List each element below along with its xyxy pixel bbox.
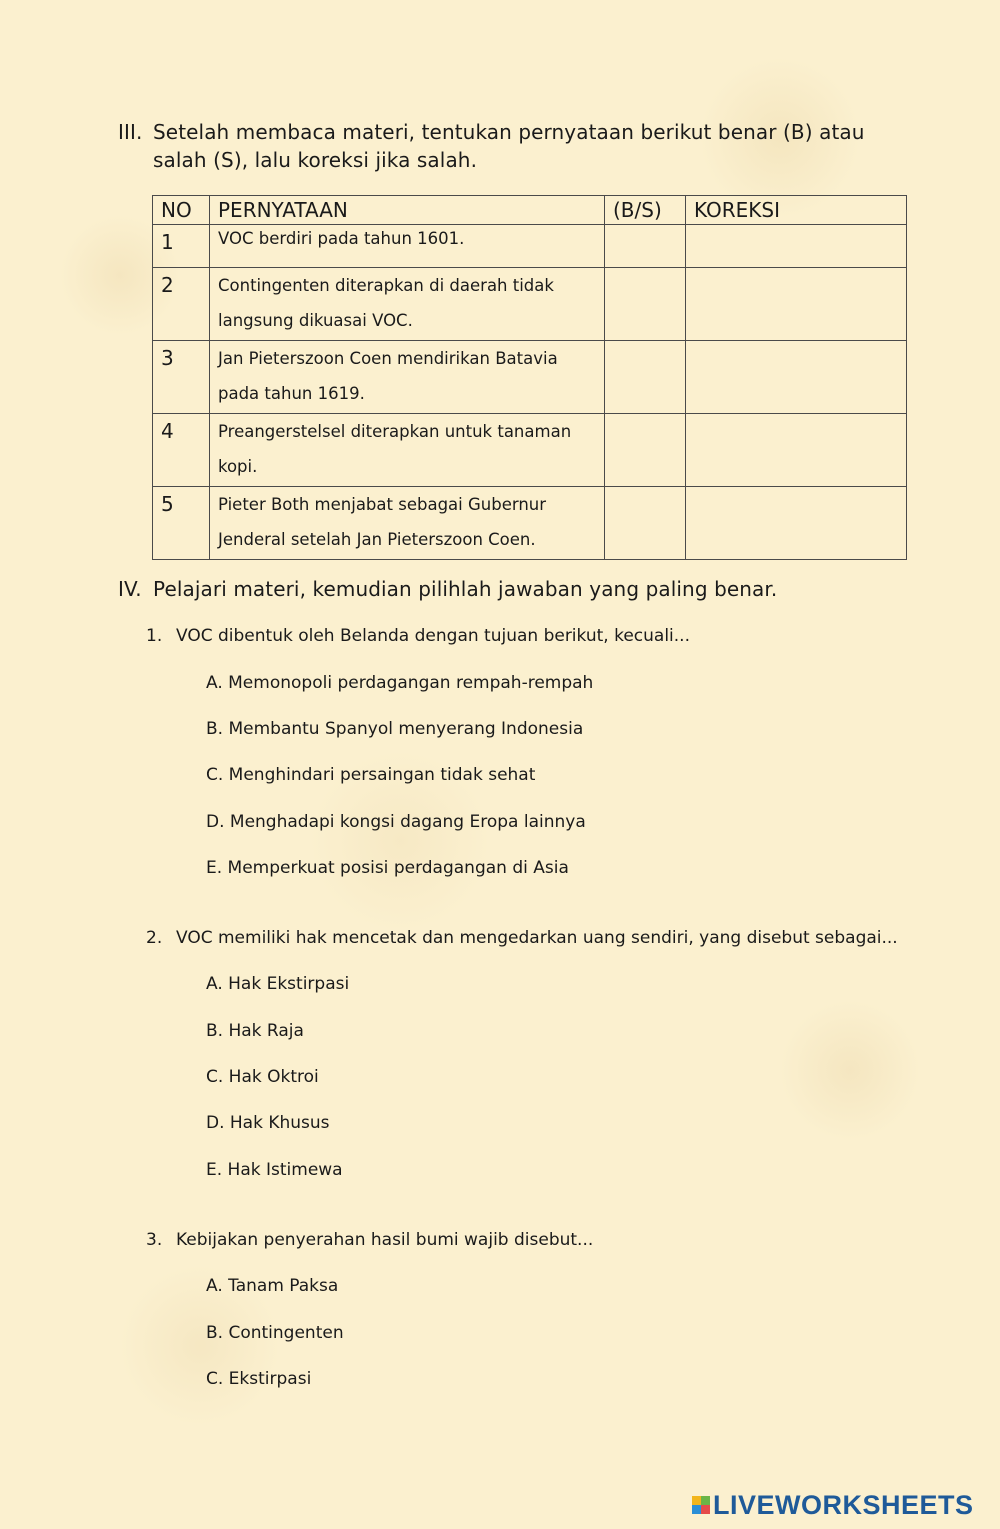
row-statement: Jan Pieterszoon Coen mendirikan Batavia pada tahun 1619. [210,341,605,414]
question-2-option-d[interactable]: D. Hak Khusus [206,1113,330,1133]
header-correction: KOREKSI [686,196,907,225]
table-row [153,414,907,487]
question-number: 2. [146,928,163,948]
row-number: 3 [153,341,210,414]
row-statement: Pieter Both menjabat sebagai Gubernur Jenderal setelah Jan Pieterszoon Coen. [210,487,605,560]
logo-square [692,1496,701,1505]
table-row [153,487,907,560]
question-1-option-e[interactable]: E. Memperkuat posisi perdagangan di Asia [206,858,569,878]
question-2-option-b[interactable]: B. Hak Raja [206,1021,304,1041]
question-number: 3. [146,1230,163,1250]
question-3-option-c[interactable]: C. Ekstirpasi [206,1369,312,1389]
question-1-option-c[interactable]: C. Menghindari persaingan tidak sehat [206,765,536,785]
table-header-row [153,196,907,225]
question-text: VOC memiliki hak mencetak dan mengedarkan uang sendiri, yang disebut sebagai... [176,928,898,948]
row-number: 4 [153,414,210,487]
question-1-option-d[interactable]: D. Menghadapi kongsi dagang Eropa lainnya [206,812,586,832]
logo-square [701,1496,710,1505]
liveworksheets-logo[interactable] [692,1490,974,1520]
true-false-table [152,195,907,560]
section-3-number: III. [118,120,143,144]
section-3-instruction: Setelah membaca materi, tentukan pernyataan berikut benar (B) atau salah (S), lalu koreksi jika salah. [153,120,865,172]
answer-cell[interactable] [605,341,686,414]
answer-cell[interactable] [605,414,686,487]
section-4-heading [118,575,918,603]
answer-cell[interactable] [605,487,686,560]
logo-text: LIVEWORKSHEETS [713,1489,974,1520]
question-1-option-b[interactable]: B. Membantu Spanyol menyerang Indonesia [206,719,584,739]
correction-cell[interactable] [686,487,907,560]
liveworksheets-logo-icon [692,1496,710,1514]
row-number: 1 [153,225,210,268]
question-3-option-a[interactable]: A. Tanam Paksa [206,1276,339,1296]
answer-cell[interactable] [605,268,686,341]
row-statement: VOC berdiri pada tahun 1601. [210,225,605,268]
row-statement: Preangerstelsel diterapkan untuk tanaman kopi. [210,414,605,487]
question-text: Kebijakan penyerahan hasil bumi wajib disebut... [176,1230,594,1250]
answer-cell[interactable] [605,225,686,268]
logo-square [701,1505,710,1514]
header-no: NO [153,196,210,225]
question-2 [146,926,898,950]
question-3-option-b[interactable]: B. Contingenten [206,1323,344,1343]
question-2-option-a[interactable]: A. Hak Ekstirpasi [206,974,350,994]
row-statement: Contingenten diterapkan di daerah tidak langsung dikuasai VOC. [210,268,605,341]
table-row [153,341,907,414]
table-row [153,225,907,268]
table-row [153,268,907,341]
logo-square [692,1505,701,1514]
section-4-instruction: Pelajari materi, kemudian pilihlah jawaban yang paling benar. [153,577,778,601]
correction-cell[interactable] [686,225,907,268]
question-2-option-c[interactable]: C. Hak Oktroi [206,1067,319,1087]
header-answer: (B/S) [605,196,686,225]
question-1 [146,624,690,648]
question-3 [146,1228,593,1252]
question-1-option-a[interactable]: A. Memonopoli perdagangan rempah-rempah [206,673,594,693]
correction-cell[interactable] [686,268,907,341]
question-2-option-e[interactable]: E. Hak Istimewa [206,1160,343,1180]
section-4-number: IV. [118,577,142,601]
section-3-heading [118,118,918,174]
question-number: 1. [146,626,163,646]
row-number: 2 [153,268,210,341]
question-text: VOC dibentuk oleh Belanda dengan tujuan berikut, kecuali... [176,626,690,646]
header-statement: PERNYATAAN [210,196,605,225]
correction-cell[interactable] [686,341,907,414]
row-number: 5 [153,487,210,560]
correction-cell[interactable] [686,414,907,487]
